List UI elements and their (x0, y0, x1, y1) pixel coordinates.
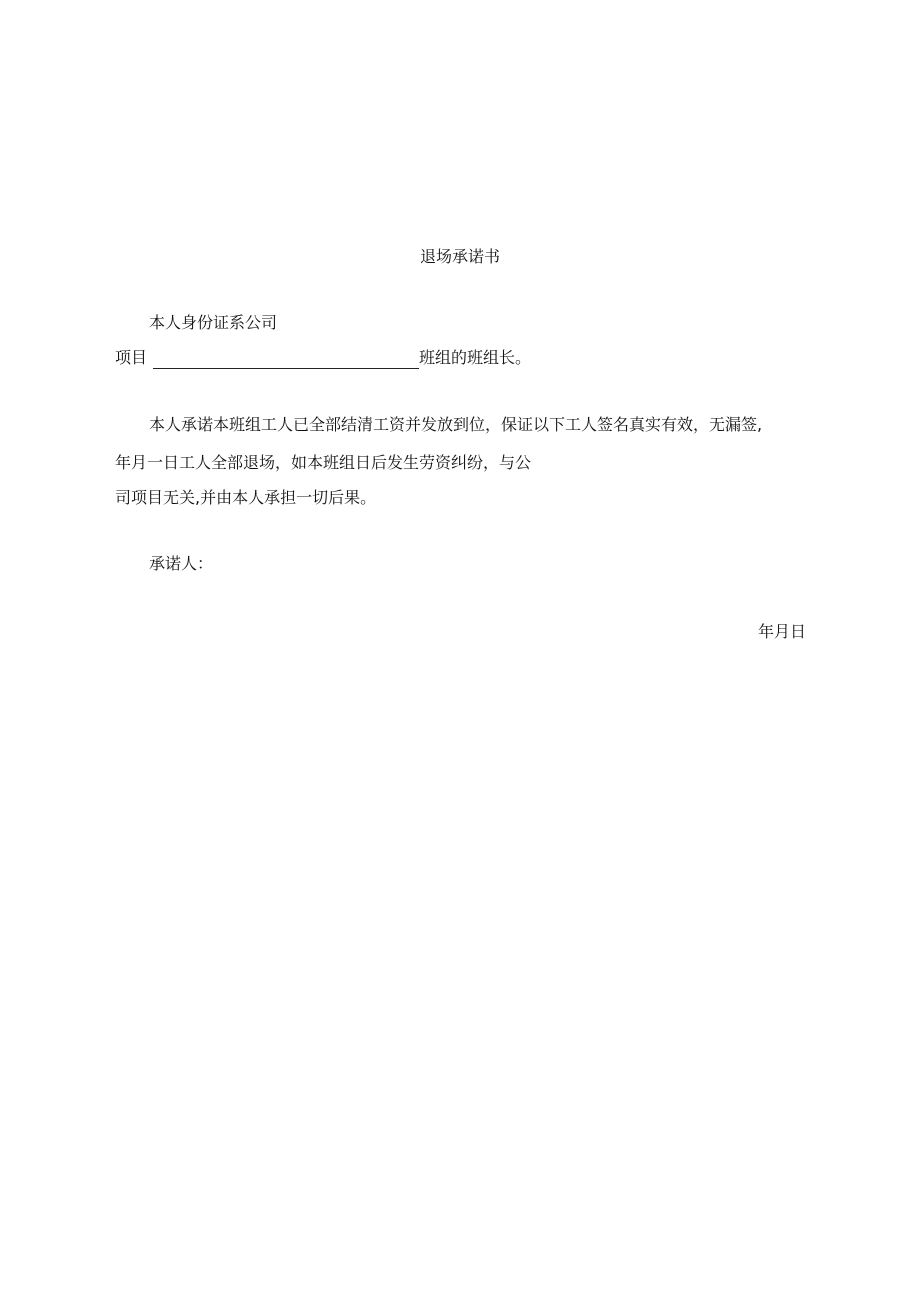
project-line (115, 347, 531, 369)
project-blank-field[interactable] (153, 350, 419, 369)
date-label: 年月日 (757, 622, 806, 641)
commitment-paragraph-line-1: 本人承诺本班组工人已全部结清工资并发放到位，保证以下工人签名真实有效，无漏签, (149, 415, 763, 434)
id-statement-line: 本人身份证系公司 (149, 313, 278, 332)
project-prefix: 项目 (115, 348, 148, 367)
promisor-label: 承诺人： (149, 554, 214, 573)
commitment-paragraph-line-3: 司项目无关,并由本人承担一切后果。 (115, 488, 377, 507)
document-title: 退场承诺书 (419, 247, 500, 266)
project-suffix: 班组的班组长。 (419, 348, 532, 367)
commitment-paragraph-line-2: 年月一日工人全部退场，如本班组日后发生劳资纠纷，与公 (115, 453, 532, 472)
